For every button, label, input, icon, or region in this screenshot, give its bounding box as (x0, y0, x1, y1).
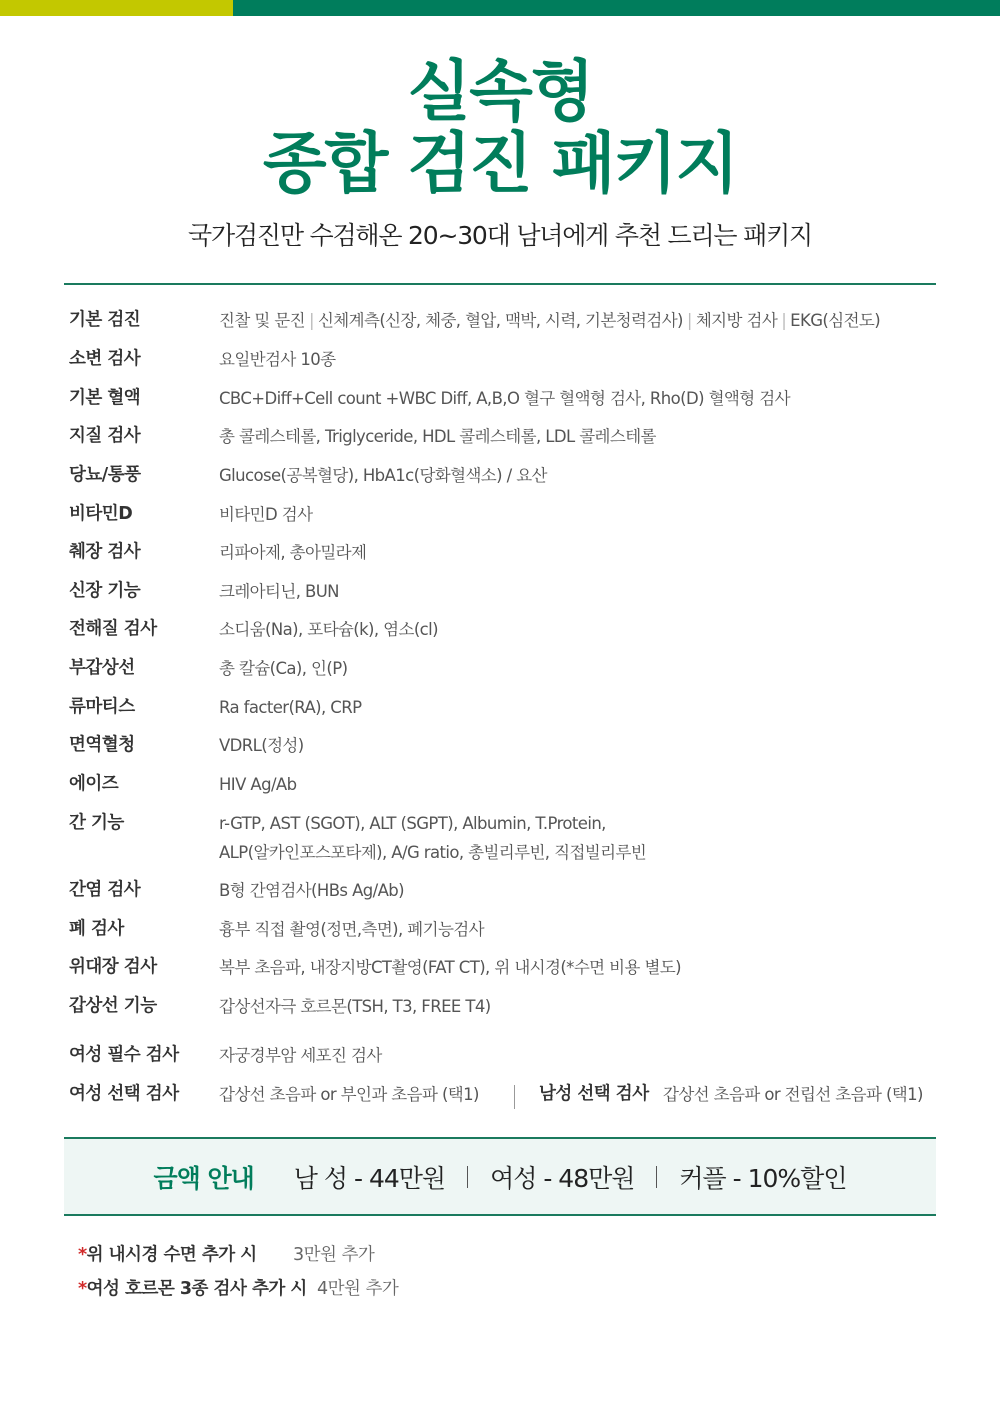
table-top-divider (64, 283, 936, 285)
exam-row-value: 소디움(Na), 포타슘(k), 염소(cl) (219, 620, 438, 639)
item-separator: | (686, 311, 692, 330)
note-value: 4만원 추가 (317, 1279, 399, 1299)
exam-row-value: Ra facter(RA), CRP (219, 698, 362, 717)
price-info-box (64, 1139, 936, 1214)
item-separator: | (781, 311, 787, 330)
note-star: * (78, 1279, 87, 1299)
exam-row-label: 지질 검사 (69, 426, 141, 446)
note-label: 여성 호르몬 3종 검사 추가 시 (86, 1279, 307, 1299)
exam-row-value-line2: ALP(알카인포스포타제), A/G ratio, 총빌리루빈, 직접빌리루빈 (219, 843, 647, 862)
exam-row-label: 전해질 검사 (69, 619, 157, 639)
page-title-line2: 종합 검진 패키지 (262, 125, 738, 202)
exam-row-label: 폐 검사 (69, 919, 124, 939)
price-female: 여성 - 48만원 (490, 1163, 635, 1193)
exam-row-label: 면역혈청 (69, 735, 135, 755)
exam-row-label: 간염 검사 (69, 880, 141, 900)
exam-row-value: 복부 초음파, 내장지방CT촬영(FAT CT), 위 내시경(*수면 비용 별도) (219, 958, 681, 977)
exam-item: EKG(심전도) (790, 311, 881, 330)
exam-item: 신체계측(신장, 체중, 혈압, 맥박, 시력, 기본청력검사) (317, 311, 683, 330)
note-hormone (78, 1276, 307, 1302)
exam-row-value: 갑상선 초음파 or 부인과 초음파 (택1) (219, 1085, 479, 1104)
exam-row-value: VDRL(정성) (219, 736, 304, 755)
exam-row-value: HIV Ag/Ab (219, 775, 297, 794)
male-option-label: 남성 선택 검사 (539, 1084, 649, 1104)
exam-item: 진찰 및 문진 (219, 311, 305, 330)
exam-row-label: 여성 필수 검사 (69, 1045, 179, 1065)
exam-row-value: 크레아티닌, BUN (219, 582, 339, 601)
exam-row-label: 갑상선 기능 (69, 996, 157, 1016)
price-bottom-divider (64, 1214, 936, 1216)
exam-item: 체지방 검사 (695, 311, 778, 330)
exam-row-label: 에이즈 (69, 774, 119, 794)
top-accent-green (233, 0, 1000, 16)
exam-row-value: r-GTP, AST (SGOT), ALT (SGPT), Albumin, T.Protein, (219, 814, 606, 833)
exam-row-label: 비타민D (69, 504, 133, 524)
price-divider (467, 1166, 468, 1188)
price-title: 금액 안내 (153, 1163, 254, 1193)
exam-row-label: 소변 검사 (69, 349, 141, 369)
price-male: 남 성 - 44만원 (293, 1163, 446, 1193)
exam-row-label: 부갑상선 (69, 658, 135, 678)
exam-row-value: 자궁경부암 세포진 검사 (219, 1046, 382, 1065)
exam-row-value: 리파아제, 총아밀라제 (219, 543, 367, 562)
exam-row-label: 여성 선택 검사 (69, 1084, 179, 1104)
exam-row-label: 신장 기능 (69, 581, 141, 601)
page-subtitle: 국가검진만 수검해온 20~30대 남녀에게 추천 드리는 패키지 (188, 221, 812, 250)
note-star: * (78, 1245, 87, 1265)
exam-row-label: 류마티스 (69, 697, 135, 717)
exam-row-label: 간 기능 (69, 813, 124, 833)
note-hormone-price (317, 1276, 398, 1302)
note-label: 위 내시경 수면 추가 시 (86, 1245, 257, 1265)
top-accent-lime (0, 0, 233, 16)
price-divider (656, 1166, 657, 1188)
exam-row-label: 위대장 검사 (69, 957, 157, 977)
exam-row-value: CBC+Diff+Cell count +WBC Diff, A,B,O 혈구 혈액형 검사, Rho(D) 혈액형 검사 (219, 389, 790, 408)
male-option-value: 갑상선 초음파 or 전립선 초음파 (택1) (663, 1085, 923, 1104)
note-value: 3만원 추가 (293, 1245, 375, 1265)
exam-row-value: 요일반검사 10종 (219, 350, 336, 369)
exam-row-value: B형 간염검사(HBs Ag/Ab) (219, 881, 404, 900)
exam-row-label: 기본 혈액 (69, 388, 141, 408)
exam-row-label: 기본 검진 (69, 310, 141, 330)
exam-row-value: 흉부 직접 촬영(정면,측면), 폐기능검사 (219, 920, 484, 939)
exam-row-value: 총 칼슘(Ca), 인(P) (219, 659, 348, 678)
top-accent-bar (0, 0, 1000, 16)
exam-row-value: 총 콜레스테롤, Triglyceride, HDL 콜레스테롤, LDL 콜레스테롤 (219, 427, 656, 446)
option-divider (514, 1085, 515, 1109)
price-couple: 커플 - 10%할인 (679, 1163, 847, 1193)
exam-row-label: 췌장 검사 (69, 542, 141, 562)
item-separator: | (309, 311, 314, 330)
exam-row-label: 당뇨/통풍 (69, 465, 141, 485)
exam-row-value: 비타민D 검사 (219, 505, 313, 524)
page-title-line1: 실속형 (407, 53, 593, 130)
exam-row-value (219, 306, 880, 335)
exam-row-value: Glucose(공복혈당), HbA1c(당화혈색소) / 요산 (219, 466, 547, 485)
note-sedation-price (293, 1242, 374, 1268)
note-sedation (78, 1242, 257, 1268)
exam-row-value: 갑상선자극 호르몬(TSH, T3, FREE T4) (219, 997, 491, 1016)
